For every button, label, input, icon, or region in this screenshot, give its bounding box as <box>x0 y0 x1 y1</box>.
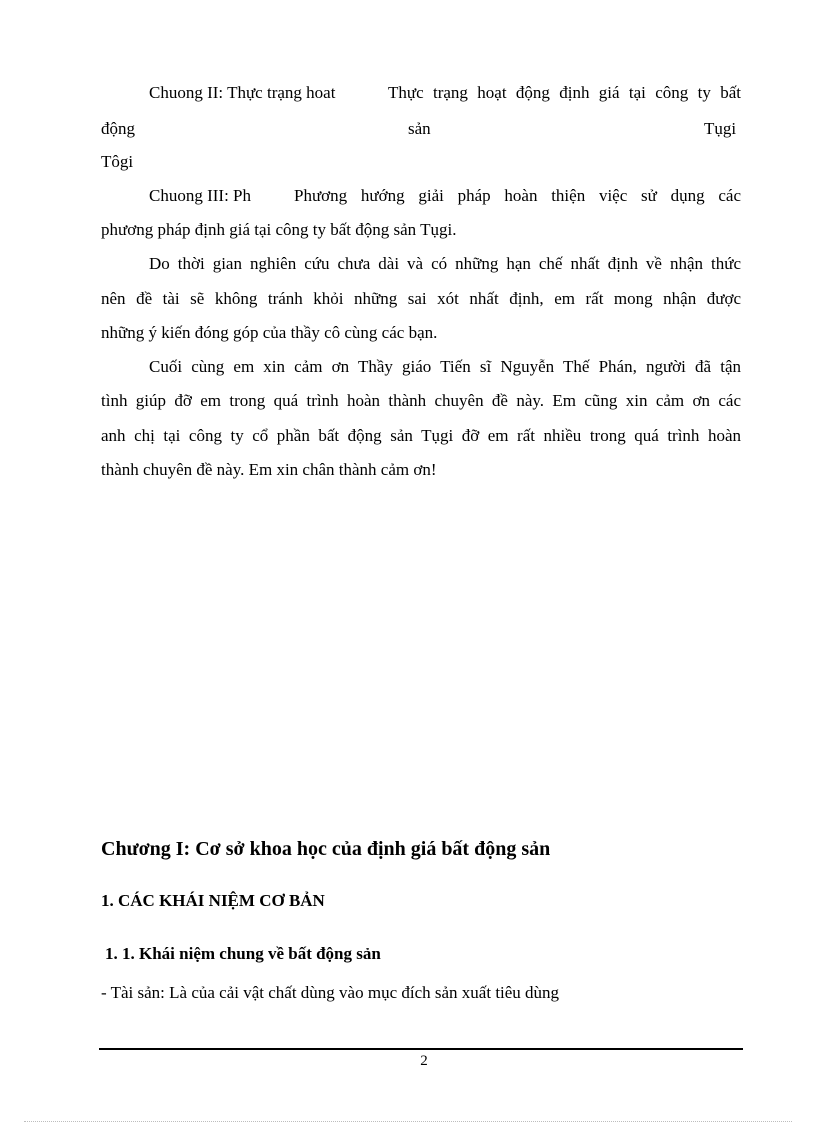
paragraph-thanks-line2: tình giúp đỡ em trong quá trình hoàn thành chuyên đề này. Em cũng xin cảm ơn các <box>101 391 741 410</box>
page-number: 2 <box>420 1053 428 1069</box>
paragraph-thanks-line1: Cuối cùng em xin cảm ơn Thầy giáo Tiến sĩ Nguyễn Thế Phán, người đã tận <box>149 357 741 376</box>
chapter3-title-line2: phương pháp định giá tại công ty bất động sản Tụgi. <box>101 220 457 239</box>
footer-rule <box>99 1048 743 1050</box>
chapter2-word-tugi: Tụgi <box>704 119 737 138</box>
paragraph-thanks-line4: thành chuyên đề này. Em xin chân thành cảm ơn! <box>101 460 437 479</box>
paragraph-limitations-line3: những ý kiến đóng góp của thầy cô cùng các bạn. <box>101 323 438 342</box>
chapter2-title-line1: Thực trạng hoạt động định giá tại công ty bất <box>388 83 741 102</box>
page-boundary-line <box>24 1121 792 1122</box>
section-heading: 1. CÁC KHÁI NIỆM CƠ BẢN <box>101 891 325 910</box>
chapter3-title-line1: Phương hướng giải pháp hoàn thiện việc sử dụng các <box>294 186 741 205</box>
paragraph-limitations-line2: nên đề tài sẽ không tránh khỏi những sai xót nhất định, em rất mong nhận được <box>101 289 741 308</box>
chapter2-label: Chuong II: Thực trạng hoat <box>149 83 336 102</box>
subsection-heading: 1. 1. Khái niệm chung về bất động sản <box>105 944 381 963</box>
chapter2-word-togi: Tôgi <box>101 152 134 171</box>
chapter1-heading: Chương I: Cơ sở khoa học của định giá bất động sản <box>101 838 551 860</box>
asset-definition: - Tài sản: Là của cải vật chất dùng vào mục đích sản xuất tiêu dùng <box>101 983 560 1002</box>
chapter3-label: Chuong III: Ph <box>149 186 251 205</box>
chapter2-word-san: sản <box>408 119 431 138</box>
paragraph-thanks-line3: anh chị tại công ty cổ phần bất động sản Tụgi đỡ em rất nhiều trong quá trình hoàn <box>101 426 741 445</box>
paragraph-limitations-line1: Do thời gian nghiên cứu chưa dài và có những hạn chế nhất định về nhận thức <box>149 254 741 273</box>
chapter2-word-dong: động <box>101 119 135 138</box>
